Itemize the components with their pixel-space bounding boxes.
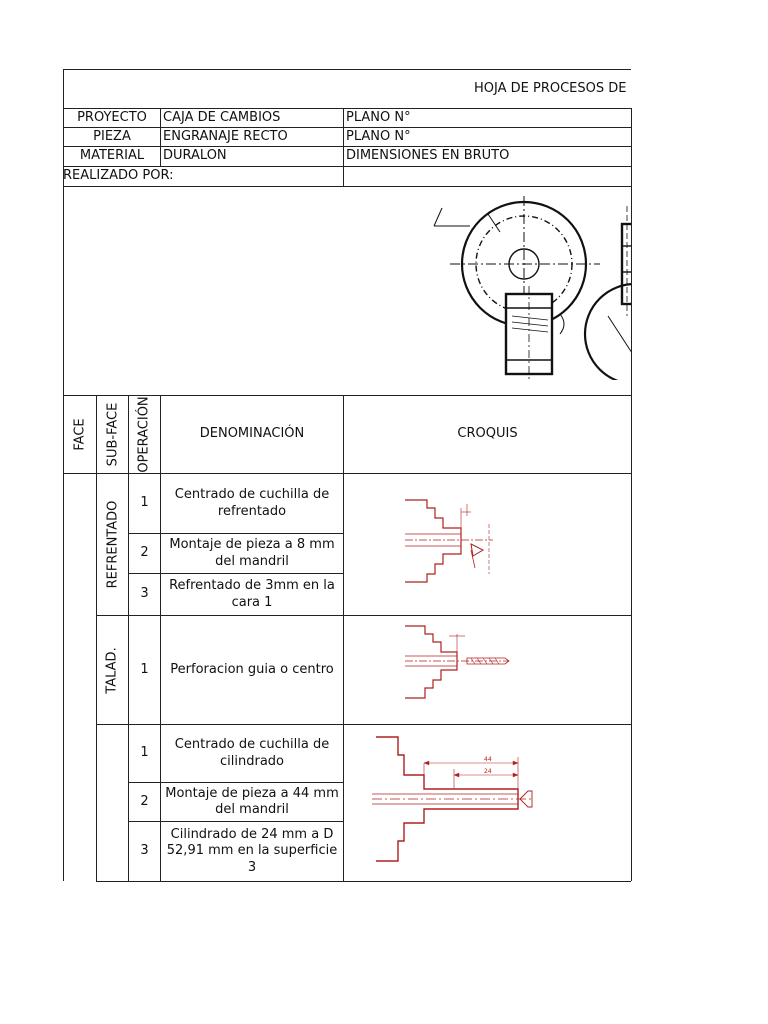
pieza-label: PIEZA xyxy=(93,128,131,144)
frame-right xyxy=(631,108,632,881)
dimension-44: 44 xyxy=(484,756,492,763)
realizado-label: REALIZADO POR: xyxy=(63,168,174,184)
op-number: 3 xyxy=(140,843,149,859)
op-number: 2 xyxy=(140,793,149,809)
col-header-face: FACE xyxy=(72,418,88,451)
op-description: Cilindrado de 24 mm a D 52,91 mm en la superficie 3 xyxy=(166,827,338,875)
plano-label-1: PLANO N° xyxy=(346,109,411,125)
part-drawing xyxy=(420,196,631,380)
frame-top xyxy=(63,69,631,70)
sketch-cilindrado xyxy=(372,733,538,867)
proyecto-label: PROYECTO xyxy=(77,109,147,125)
dimension-24: 24 xyxy=(484,768,492,775)
op-number: 1 xyxy=(140,745,149,761)
proyecto-value: CAJA DE CAMBIOS xyxy=(163,109,281,125)
op-description: Centrado de cuchilla de refrentado xyxy=(174,487,330,519)
sketch-refrentado xyxy=(405,494,495,588)
op-description: Perforacion guia o centro xyxy=(170,661,334,677)
sheet-title: HOJA DE PROCESOS DE xyxy=(474,80,627,96)
op-number: 1 xyxy=(140,495,149,511)
op-description: Refrentado de 3mm en la cara 1 xyxy=(169,578,335,610)
op-number: 1 xyxy=(140,661,149,677)
col-header-operacion: OPERACIÓN xyxy=(137,396,153,473)
sketch-taladrado xyxy=(405,622,511,702)
pieza-value: ENGRANAJE RECTO xyxy=(163,128,288,144)
col-header-croquis: CROQUIS xyxy=(457,426,518,442)
material-value: DURALON xyxy=(163,148,227,164)
material-label: MATERIAL xyxy=(79,148,145,164)
op-number: 2 xyxy=(140,545,149,561)
subface-refrentado: REFRENTADO xyxy=(105,500,121,589)
op-description: Montaje de pieza a 8 mm del mandril xyxy=(169,537,335,569)
op-number: 3 xyxy=(140,586,149,602)
col-header-denominacion: DENOMINACIÓN xyxy=(199,426,305,442)
group-line xyxy=(96,881,631,882)
subface-cilindrado xyxy=(97,725,128,881)
row-line xyxy=(63,186,631,187)
col-header-subface: SUB-FACE xyxy=(105,402,120,467)
dimensiones-label: DIMENSIONES EN BRUTO xyxy=(346,148,510,164)
op-description: Centrado de cuchilla de cilindrado xyxy=(174,737,330,769)
plano-label-2: PLANO N° xyxy=(346,128,411,144)
frame-left xyxy=(63,69,64,881)
subface-taladrado: TALAD. xyxy=(105,646,120,694)
op-description: Montaje de pieza a 44 mm del mandril xyxy=(165,785,339,817)
